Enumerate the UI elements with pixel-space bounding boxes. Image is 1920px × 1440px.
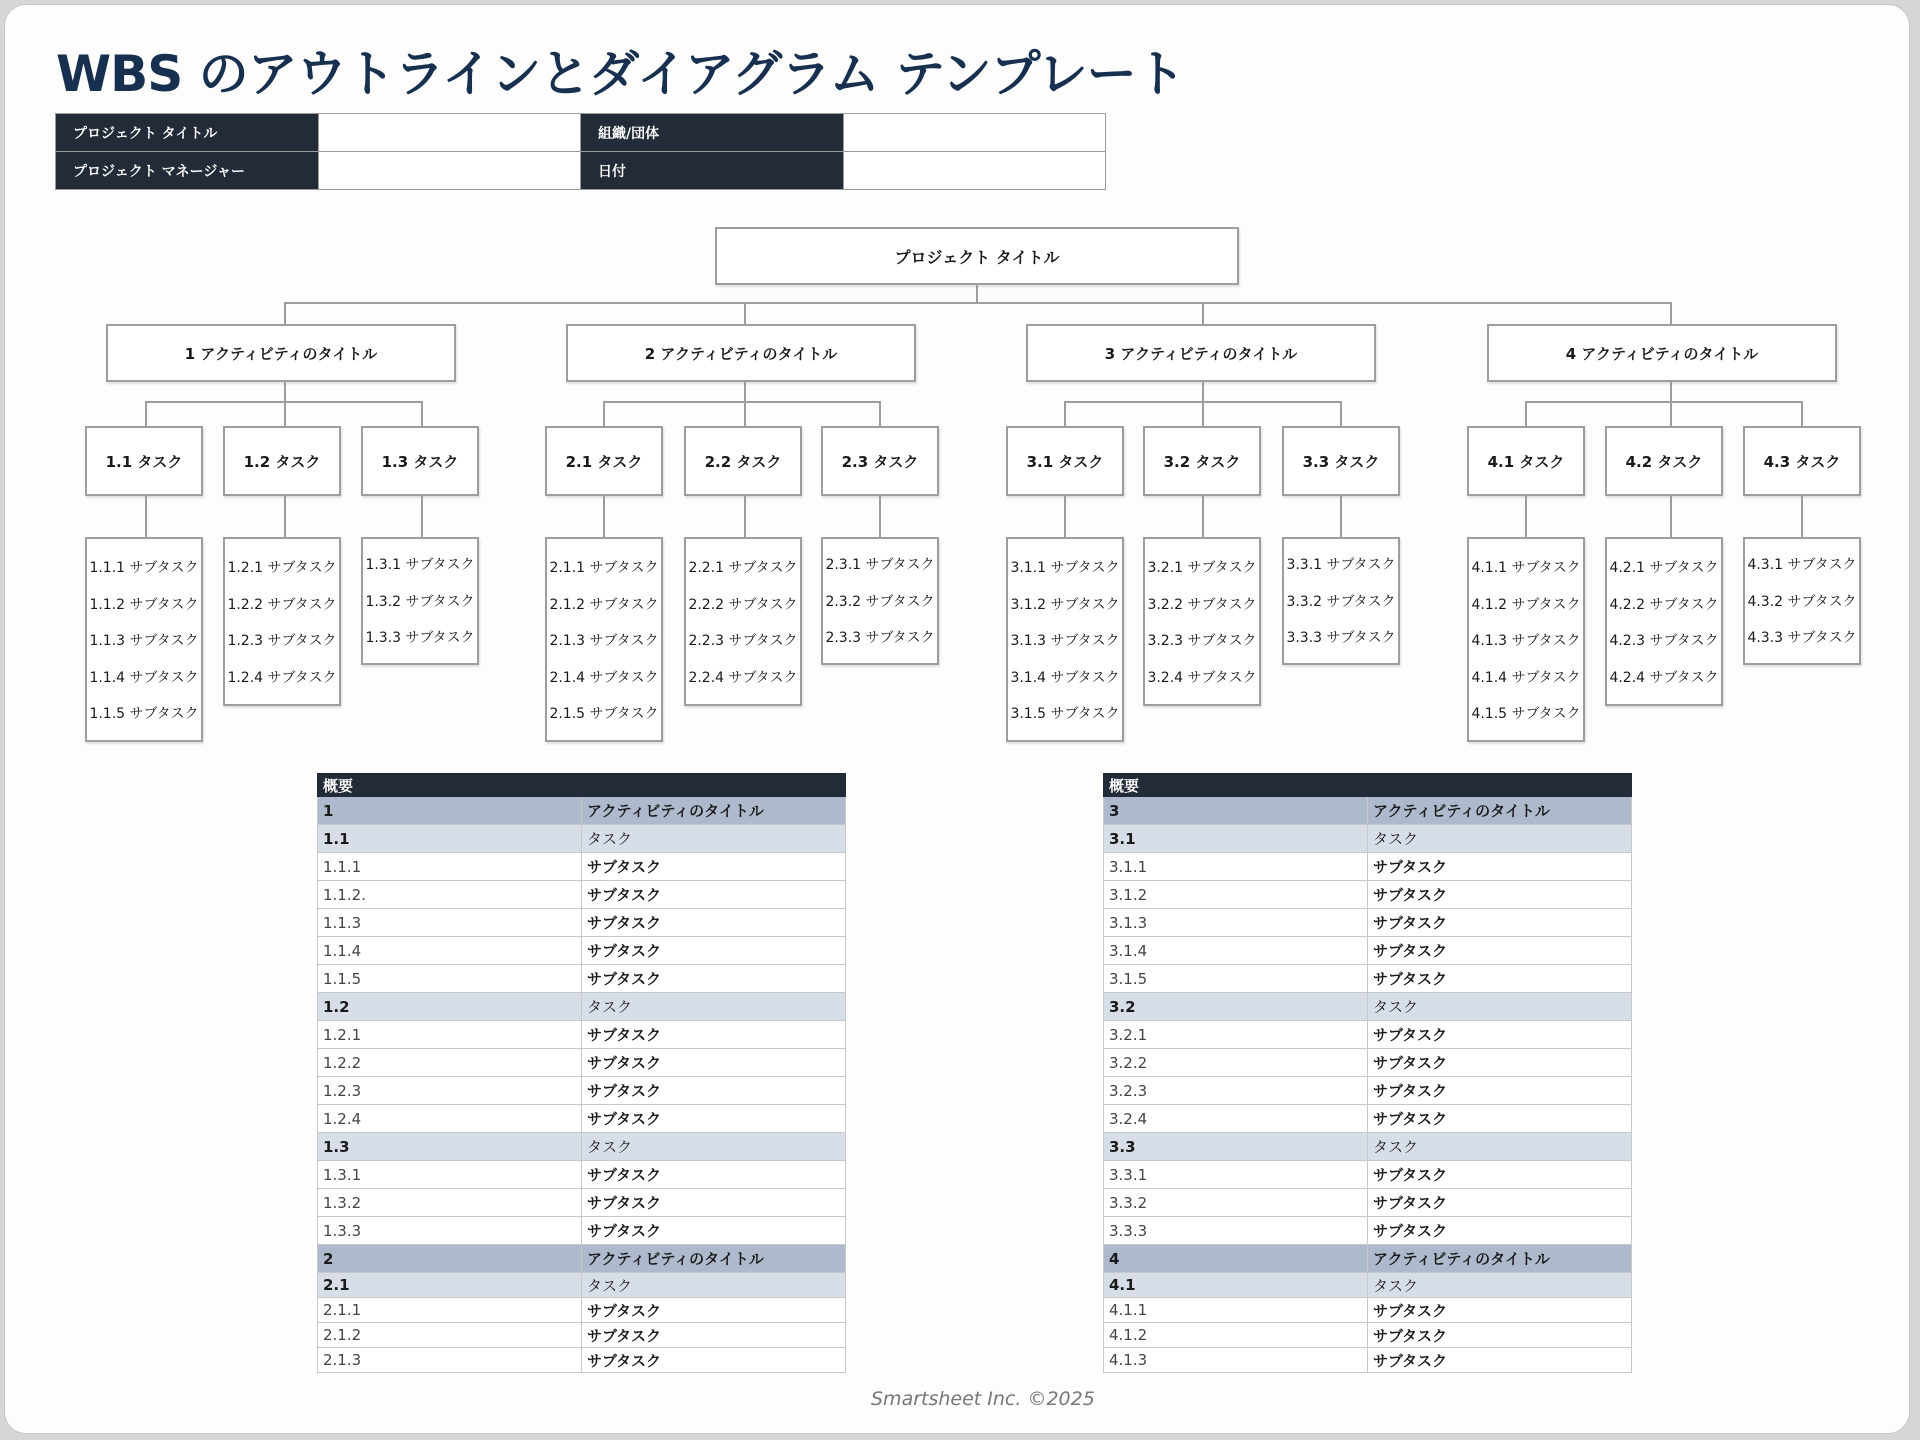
row-name[interactable]: タスク bbox=[582, 1273, 846, 1298]
table-row bbox=[318, 1245, 846, 1273]
date-field[interactable] bbox=[844, 152, 1106, 190]
activity-node-3[interactable]: 3 アクティビティのタイトル bbox=[1026, 324, 1376, 382]
table-row bbox=[318, 1217, 846, 1245]
subtask-item[interactable]: 1.2.4 サブタスク bbox=[227, 669, 337, 686]
table-row bbox=[318, 1021, 846, 1049]
subtask-item[interactable]: 4.1.1 サブタスク bbox=[1471, 560, 1581, 576]
subtask-list-3-1 bbox=[1006, 537, 1124, 742]
table-row bbox=[318, 1348, 846, 1373]
subtask-list-1-1 bbox=[85, 537, 203, 742]
table-row bbox=[1104, 1049, 1632, 1077]
subtask-item[interactable]: 1.2.2 サブタスク bbox=[227, 596, 337, 613]
subtask-item[interactable]: 3.3.1 サブタスク bbox=[1286, 557, 1396, 573]
row-name[interactable]: サブタスク bbox=[1368, 1323, 1632, 1348]
subtask-item[interactable]: 2.3.1 サブタスク bbox=[825, 557, 935, 573]
table-row bbox=[1104, 993, 1632, 1021]
row-name[interactable]: サブタスク bbox=[1368, 1217, 1632, 1245]
row-id[interactable]: 3.1.3 bbox=[1104, 909, 1368, 937]
subtask-list-4-3 bbox=[1743, 537, 1861, 665]
row-name[interactable]: サブタスク bbox=[582, 1049, 846, 1077]
subtask-item[interactable]: 1.3.1 サブタスク bbox=[365, 557, 475, 573]
row-name[interactable]: サブタスク bbox=[1368, 1049, 1632, 1077]
row-id[interactable]: 1.1.5 bbox=[318, 965, 582, 993]
row-name[interactable]: サブタスク bbox=[582, 1217, 846, 1245]
activity-node-1[interactable]: 1 アクティビティのタイトル bbox=[106, 324, 456, 382]
connector bbox=[145, 401, 147, 426]
table-row bbox=[318, 1273, 846, 1298]
subtask-item[interactable]: 4.1.5 サブタスク bbox=[1471, 706, 1581, 722]
page-title: WBS のアウトラインとダイアグラム テンプレート bbox=[56, 45, 1185, 103]
table-header: 概要 bbox=[318, 774, 846, 797]
subtask-list-3-2 bbox=[1143, 537, 1261, 706]
connector bbox=[1064, 496, 1066, 537]
row-name[interactable]: アクティビティのタイトル bbox=[1368, 797, 1632, 825]
project-title-label: プロジェクト タイトル bbox=[56, 114, 319, 152]
summary-table-right bbox=[1103, 773, 1632, 1373]
connector bbox=[744, 401, 746, 426]
row-id[interactable]: 3.2.1 bbox=[1104, 1021, 1368, 1049]
task-node-1-2[interactable]: 1.2 タスク bbox=[223, 426, 341, 496]
task-node-3-3[interactable]: 3.3 タスク bbox=[1282, 426, 1400, 496]
table-row bbox=[318, 881, 846, 909]
subtask-item[interactable]: 1.1.2 サブタスク bbox=[89, 596, 199, 613]
row-id[interactable]: 3.2 bbox=[1104, 993, 1368, 1021]
task-node-2-1[interactable]: 2.1 タスク bbox=[545, 426, 663, 496]
project-manager-label: プロジェクト マネージャー bbox=[56, 152, 319, 190]
connector bbox=[879, 401, 881, 426]
row-id[interactable]: 3.1.2 bbox=[1104, 881, 1368, 909]
connector bbox=[744, 382, 746, 402]
subtask-item[interactable]: 2.1.5 サブタスク bbox=[549, 706, 659, 722]
subtask-list-3-3 bbox=[1282, 537, 1400, 665]
table-row bbox=[318, 1077, 846, 1105]
table-row bbox=[1104, 1105, 1632, 1133]
subtask-item[interactable]: 1.1.3 サブタスク bbox=[89, 633, 199, 649]
subtask-item[interactable]: 1.3.2 サブタスク bbox=[365, 593, 475, 610]
row-id[interactable]: 2.1.3 bbox=[318, 1348, 582, 1373]
row-name[interactable]: サブタスク bbox=[1368, 1161, 1632, 1189]
row-name[interactable]: タスク bbox=[582, 825, 846, 853]
table-row bbox=[1104, 1133, 1632, 1161]
connector bbox=[1340, 401, 1342, 426]
row-id[interactable]: 1.2.1 bbox=[318, 1021, 582, 1049]
subtask-item[interactable]: 2.2.4 サブタスク bbox=[688, 669, 798, 686]
project-title-field[interactable] bbox=[319, 114, 581, 152]
row-name[interactable]: サブタスク bbox=[582, 881, 846, 909]
row-id[interactable]: 3.3.2 bbox=[1104, 1189, 1368, 1217]
row-id[interactable]: 1.3.3 bbox=[318, 1217, 582, 1245]
row-name[interactable]: タスク bbox=[1368, 825, 1632, 853]
activity-node-2[interactable]: 2 アクティビティのタイトル bbox=[566, 324, 916, 382]
row-name[interactable]: サブタスク bbox=[582, 1077, 846, 1105]
subtask-list-4-2 bbox=[1605, 537, 1723, 706]
table-row bbox=[318, 1161, 846, 1189]
connector bbox=[1202, 382, 1204, 402]
subtask-item[interactable]: 3.2.3 サブタスク bbox=[1147, 633, 1257, 649]
row-name[interactable]: サブタスク bbox=[1368, 1105, 1632, 1133]
row-id[interactable]: 3.3.1 bbox=[1104, 1161, 1368, 1189]
activity-node-4[interactable]: 4 アクティビティのタイトル bbox=[1487, 324, 1837, 382]
row-id[interactable]: 3.3 bbox=[1104, 1133, 1368, 1161]
subtask-item[interactable]: 3.1.3 サブタスク bbox=[1010, 633, 1120, 649]
row-id[interactable]: 2.1 bbox=[318, 1273, 582, 1298]
subtask-item[interactable]: 3.2.1 サブタスク bbox=[1147, 560, 1257, 576]
connector bbox=[1670, 302, 1672, 324]
row-id[interactable]: 1.2.4 bbox=[318, 1105, 582, 1133]
row-id[interactable]: 1.1.4 bbox=[318, 937, 582, 965]
connector bbox=[1202, 302, 1204, 324]
row-name[interactable]: サブタスク bbox=[1368, 965, 1632, 993]
subtask-item[interactable]: 2.1.3 サブタスク bbox=[549, 633, 659, 649]
row-id[interactable]: 1.3.1 bbox=[318, 1161, 582, 1189]
table-row bbox=[1104, 825, 1632, 853]
row-name[interactable]: アクティビティのタイトル bbox=[582, 1245, 846, 1273]
table-row bbox=[1104, 1348, 1632, 1373]
subtask-item[interactable]: 3.1.1 サブタスク bbox=[1010, 560, 1120, 576]
row-name[interactable]: タスク bbox=[1368, 1273, 1632, 1298]
connector bbox=[284, 401, 286, 426]
row-id[interactable]: 2 bbox=[318, 1245, 582, 1273]
connector bbox=[1202, 496, 1204, 537]
subtask-item[interactable]: 2.2.3 サブタスク bbox=[688, 633, 798, 649]
task-node-4-3[interactable]: 4.3 タスク bbox=[1743, 426, 1861, 496]
subtask-item[interactable]: 2.3.3 サブタスク bbox=[825, 630, 935, 646]
row-name[interactable]: アクティビティのタイトル bbox=[1368, 1245, 1632, 1273]
subtask-list-1-3 bbox=[361, 537, 479, 665]
row-name[interactable]: サブタスク bbox=[1368, 1021, 1632, 1049]
row-name[interactable]: タスク bbox=[582, 993, 846, 1021]
root-node[interactable]: プロジェクト タイトル bbox=[715, 227, 1239, 285]
table-row bbox=[1104, 1161, 1632, 1189]
subtask-item[interactable]: 2.1.4 サブタスク bbox=[549, 669, 659, 686]
subtask-item[interactable]: 3.2.2 サブタスク bbox=[1147, 596, 1257, 613]
row-id[interactable]: 2.1.2 bbox=[318, 1323, 582, 1348]
row-name[interactable]: サブタスク bbox=[582, 1189, 846, 1217]
row-name[interactable]: サブタスク bbox=[1368, 881, 1632, 909]
connector bbox=[1340, 496, 1342, 537]
connector bbox=[1064, 401, 1066, 426]
row-name[interactable]: サブタスク bbox=[582, 1323, 846, 1348]
subtask-item[interactable]: 4.2.2 サブタスク bbox=[1609, 596, 1719, 613]
row-name[interactable]: サブタスク bbox=[1368, 853, 1632, 881]
task-node-3-1[interactable]: 3.1 タスク bbox=[1006, 426, 1124, 496]
table-header-row bbox=[318, 774, 846, 797]
table-row bbox=[318, 1049, 846, 1077]
connector bbox=[744, 302, 746, 324]
row-id[interactable]: 3.1 bbox=[1104, 825, 1368, 853]
connector bbox=[1670, 401, 1672, 426]
subtask-list-2-1 bbox=[545, 537, 663, 742]
row-name[interactable]: サブタスク bbox=[1368, 909, 1632, 937]
row-name[interactable]: タスク bbox=[582, 1133, 846, 1161]
connector bbox=[284, 302, 286, 324]
organization-field[interactable] bbox=[844, 114, 1106, 152]
row-id[interactable]: 3.1.4 bbox=[1104, 937, 1368, 965]
connector bbox=[1525, 401, 1527, 426]
row-id[interactable]: 3.1.5 bbox=[1104, 965, 1368, 993]
connector bbox=[1202, 401, 1204, 426]
row-name[interactable]: サブタスク bbox=[1368, 1348, 1632, 1373]
connector bbox=[976, 285, 978, 303]
task-node-4-2[interactable]: 4.2 タスク bbox=[1605, 426, 1723, 496]
task-node-2-3[interactable]: 2.3 タスク bbox=[821, 426, 939, 496]
row-name[interactable]: サブタスク bbox=[1368, 1189, 1632, 1217]
table-header-row bbox=[1104, 774, 1632, 797]
row-name[interactable]: サブタスク bbox=[582, 965, 846, 993]
connector bbox=[421, 496, 423, 537]
subtask-item[interactable]: 1.1.5 サブタスク bbox=[89, 706, 199, 722]
subtask-item[interactable]: 1.1.4 サブタスク bbox=[89, 669, 199, 686]
row-id[interactable]: 1.3 bbox=[318, 1133, 582, 1161]
task-node-1-1[interactable]: 1.1 タスク bbox=[85, 426, 203, 496]
subtask-item[interactable]: 2.1.2 サブタスク bbox=[549, 596, 659, 613]
row-id[interactable]: 3.2.4 bbox=[1104, 1105, 1368, 1133]
subtask-item[interactable]: 4.3.2 サブタスク bbox=[1747, 593, 1857, 610]
project-manager-field[interactable] bbox=[319, 152, 581, 190]
subtask-item[interactable]: 2.1.1 サブタスク bbox=[549, 560, 659, 576]
subtask-item[interactable]: 2.3.2 サブタスク bbox=[825, 593, 935, 610]
row-name[interactable]: サブタスク bbox=[1368, 1077, 1632, 1105]
connector bbox=[744, 496, 746, 537]
table-row bbox=[1104, 937, 1632, 965]
organization-label: 組織/団体 bbox=[581, 114, 844, 152]
row-id[interactable]: 4.1.1 bbox=[1104, 1298, 1368, 1323]
summary-table-left bbox=[317, 773, 846, 1373]
row-id[interactable]: 1 bbox=[318, 797, 582, 825]
table-row bbox=[1104, 1273, 1632, 1298]
row-name[interactable]: サブタスク bbox=[582, 909, 846, 937]
table-row bbox=[1104, 797, 1632, 825]
row-id[interactable]: 3.1.1 bbox=[1104, 853, 1368, 881]
row-name[interactable]: タスク bbox=[1368, 1133, 1632, 1161]
subtask-item[interactable]: 2.2.1 サブタスク bbox=[688, 560, 798, 576]
subtask-item[interactable]: 3.1.5 サブタスク bbox=[1010, 706, 1120, 722]
connector bbox=[284, 302, 1672, 304]
subtask-list-2-2 bbox=[684, 537, 802, 706]
connector bbox=[603, 401, 881, 403]
row-name[interactable]: サブタスク bbox=[582, 853, 846, 881]
row-id[interactable]: 4.1.2 bbox=[1104, 1323, 1368, 1348]
table-row bbox=[318, 797, 846, 825]
row-name[interactable]: サブタスク bbox=[582, 1105, 846, 1133]
row-id[interactable]: 3 bbox=[1104, 797, 1368, 825]
subtask-item[interactable]: 1.3.3 サブタスク bbox=[365, 630, 475, 646]
table-row bbox=[318, 993, 846, 1021]
subtask-item[interactable]: 4.1.3 サブタスク bbox=[1471, 633, 1581, 649]
row-id[interactable]: 3.3.3 bbox=[1104, 1217, 1368, 1245]
table-row bbox=[1104, 909, 1632, 937]
table-row bbox=[1104, 965, 1632, 993]
row-id[interactable]: 1.1.1 bbox=[318, 853, 582, 881]
subtask-item[interactable]: 3.1.2 サブタスク bbox=[1010, 596, 1120, 613]
table-row bbox=[318, 909, 846, 937]
subtask-item[interactable]: 4.1.4 サブタスク bbox=[1471, 669, 1581, 686]
row-name[interactable]: タスク bbox=[1368, 993, 1632, 1021]
subtask-item[interactable]: 4.2.1 サブタスク bbox=[1609, 560, 1719, 576]
connector bbox=[145, 496, 147, 537]
row-name[interactable]: サブタスク bbox=[1368, 1298, 1632, 1323]
row-id[interactable]: 1.1.3 bbox=[318, 909, 582, 937]
connector bbox=[284, 382, 286, 402]
subtask-list-4-1 bbox=[1467, 537, 1585, 742]
table-row bbox=[1104, 1245, 1632, 1273]
table-row bbox=[1104, 1217, 1632, 1245]
row-name[interactable]: サブタスク bbox=[582, 1161, 846, 1189]
connector bbox=[1801, 401, 1803, 426]
table-row bbox=[318, 1298, 846, 1323]
table-row bbox=[318, 1133, 846, 1161]
subtask-item[interactable]: 2.2.2 サブタスク bbox=[688, 596, 798, 613]
table-row bbox=[318, 825, 846, 853]
table-row bbox=[318, 1323, 846, 1348]
table-row bbox=[1104, 881, 1632, 909]
table-row bbox=[318, 965, 846, 993]
table-row bbox=[1104, 1021, 1632, 1049]
row-id[interactable]: 4 bbox=[1104, 1245, 1368, 1273]
table-row bbox=[1104, 1189, 1632, 1217]
project-info-table bbox=[55, 113, 1106, 190]
subtask-item[interactable]: 1.2.1 サブタスク bbox=[227, 560, 337, 576]
row-id[interactable]: 4.1 bbox=[1104, 1273, 1368, 1298]
subtask-item[interactable]: 4.2.4 サブタスク bbox=[1609, 669, 1719, 686]
row-id[interactable]: 3.2.2 bbox=[1104, 1049, 1368, 1077]
table-row bbox=[318, 1189, 846, 1217]
row-name[interactable]: サブタスク bbox=[582, 937, 846, 965]
footer-copyright: Smartsheet Inc. ©2025 bbox=[871, 1388, 1095, 1410]
subtask-item[interactable]: 3.1.4 サブタスク bbox=[1010, 669, 1120, 686]
subtask-list-2-3 bbox=[821, 537, 939, 665]
row-id[interactable]: 1.3.2 bbox=[318, 1189, 582, 1217]
row-id[interactable]: 1.2.2 bbox=[318, 1049, 582, 1077]
task-node-3-2[interactable]: 3.2 タスク bbox=[1143, 426, 1261, 496]
connector bbox=[603, 496, 605, 537]
subtask-item[interactable]: 3.3.3 サブタスク bbox=[1286, 630, 1396, 646]
subtask-item[interactable]: 4.1.2 サブタスク bbox=[1471, 596, 1581, 613]
task-node-1-3[interactable]: 1.3 タスク bbox=[361, 426, 479, 496]
row-id[interactable]: 1.2.3 bbox=[318, 1077, 582, 1105]
row-id[interactable]: 3.2.3 bbox=[1104, 1077, 1368, 1105]
row-id[interactable]: 4.1.3 bbox=[1104, 1348, 1368, 1373]
row-id[interactable]: 1.1.2. bbox=[318, 881, 582, 909]
task-node-2-2[interactable]: 2.2 タスク bbox=[684, 426, 802, 496]
row-id[interactable]: 2.1.1 bbox=[318, 1298, 582, 1323]
connector bbox=[879, 496, 881, 537]
row-id[interactable]: 1.2 bbox=[318, 993, 582, 1021]
row-name[interactable]: サブタスク bbox=[582, 1021, 846, 1049]
row-name[interactable]: サブタスク bbox=[582, 1348, 846, 1373]
subtask-item[interactable]: 4.2.3 サブタスク bbox=[1609, 633, 1719, 649]
table-row bbox=[318, 853, 846, 881]
connector bbox=[1670, 382, 1672, 402]
connector bbox=[1801, 496, 1803, 537]
connector bbox=[421, 401, 423, 426]
row-id[interactable]: 1.1 bbox=[318, 825, 582, 853]
table-row bbox=[318, 937, 846, 965]
subtask-item[interactable]: 1.2.3 サブタスク bbox=[227, 633, 337, 649]
table-header: 概要 bbox=[1104, 774, 1632, 797]
subtask-item[interactable]: 4.3.1 サブタスク bbox=[1747, 557, 1857, 573]
subtask-item[interactable]: 3.2.4 サブタスク bbox=[1147, 669, 1257, 686]
connector bbox=[603, 401, 605, 426]
table-row bbox=[318, 1105, 846, 1133]
connector bbox=[1525, 496, 1527, 537]
task-node-4-1[interactable]: 4.1 タスク bbox=[1467, 426, 1585, 496]
table-row bbox=[1104, 853, 1632, 881]
subtask-item[interactable]: 4.3.3 サブタスク bbox=[1747, 630, 1857, 646]
row-name[interactable]: サブタスク bbox=[1368, 937, 1632, 965]
subtask-item[interactable]: 1.1.1 サブタスク bbox=[89, 560, 199, 576]
subtask-list-1-2 bbox=[223, 537, 341, 706]
connector bbox=[1670, 496, 1672, 537]
table-row bbox=[1104, 1323, 1632, 1348]
table-row bbox=[1104, 1298, 1632, 1323]
row-name[interactable]: アクティビティのタイトル bbox=[582, 797, 846, 825]
table-row bbox=[1104, 1077, 1632, 1105]
row-name[interactable]: サブタスク bbox=[582, 1298, 846, 1323]
date-label: 日付 bbox=[581, 152, 844, 190]
subtask-item[interactable]: 3.3.2 サブタスク bbox=[1286, 593, 1396, 610]
connector bbox=[1525, 401, 1803, 403]
connector bbox=[284, 496, 286, 537]
